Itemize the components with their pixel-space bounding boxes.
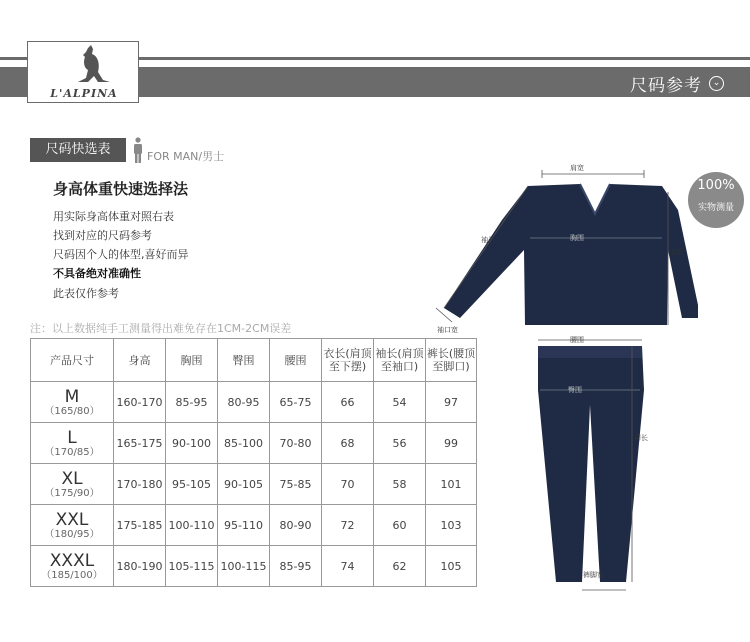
table-cell: 165-175 xyxy=(114,423,166,464)
table-cell: 160-170 xyxy=(114,382,166,423)
measurement-note: 注：以上数据纯手工测量得出难免存在1CM-2CM误差 xyxy=(30,322,292,335)
shirt-shape xyxy=(444,184,698,325)
label-shoulder-width: 肩宽 xyxy=(570,164,584,172)
guide-tip: 此表仅作参考 xyxy=(53,287,119,300)
table-cell: 101 xyxy=(426,464,477,505)
table-cell: 72 xyxy=(322,505,374,546)
label-garment-length: 衣长 xyxy=(670,248,684,256)
size-name: XXXL xyxy=(49,550,95,571)
guide-tip: 用实际身高体重对照右表 xyxy=(53,210,174,223)
table-cell: 175-185 xyxy=(114,505,166,546)
size-code: （165/80） xyxy=(44,405,100,417)
table-cell: 70 xyxy=(322,464,374,505)
header-title: 尺码参考 xyxy=(630,76,702,96)
table-cell: 170-180 xyxy=(114,464,166,505)
table-header-cell: 衣长(肩顶至下摆) xyxy=(322,339,374,382)
size-name: L xyxy=(67,427,77,448)
table-header-cell: 袖长(肩顶至袖口) xyxy=(374,339,426,382)
table-cell: 85-95 xyxy=(270,546,322,587)
kangaroo-logo-icon xyxy=(28,42,140,88)
label-hip: 臀围 xyxy=(568,386,582,394)
table-row xyxy=(31,505,477,546)
chevron-down-circle-icon[interactable]: ⌄ xyxy=(709,76,724,91)
table-cell: 60 xyxy=(374,505,426,546)
badge-text: 实物测量 xyxy=(697,203,734,213)
size-cell xyxy=(31,464,114,505)
size-name: XXL xyxy=(55,509,89,530)
table-cell: 99 xyxy=(426,423,477,464)
table-cell: 66 xyxy=(322,382,374,423)
size-table xyxy=(30,338,477,587)
table-row xyxy=(31,546,477,587)
table-cell: 54 xyxy=(374,382,426,423)
size-name: XL xyxy=(61,468,83,489)
table-cell: 85-100 xyxy=(218,423,270,464)
size-cell xyxy=(31,546,114,587)
table-cell: 105 xyxy=(426,546,477,587)
table-cell: 95-110 xyxy=(218,505,270,546)
size-cell xyxy=(31,505,114,546)
table-cell: 68 xyxy=(322,423,374,464)
size-cell xyxy=(31,382,114,423)
label-hem-width: 裤脚宽 xyxy=(583,571,604,579)
table-cell: 95-105 xyxy=(166,464,218,505)
table-cell: 100-115 xyxy=(218,546,270,587)
label-chest: 胸围 xyxy=(570,234,584,242)
table-header-cell: 裤长(腰顶至脚口) xyxy=(426,339,477,382)
for-man-label: FOR MAN/男士 xyxy=(147,150,225,163)
table-row xyxy=(31,382,477,423)
label-cuff-width: 袖口宽 xyxy=(437,326,458,334)
table-header-cell: 胸围 xyxy=(166,339,218,382)
table-header-cell: 身高 xyxy=(114,339,166,382)
table-cell: 85-95 xyxy=(166,382,218,423)
table-cell: 62 xyxy=(374,546,426,587)
size-code: （180/95） xyxy=(44,528,100,540)
table-cell: 90-100 xyxy=(166,423,218,464)
table-cell: 103 xyxy=(426,505,477,546)
guide-tip: 找到对应的尺码参考 xyxy=(53,229,152,242)
table-cell: 97 xyxy=(426,382,477,423)
table-cell: 100-110 xyxy=(166,505,218,546)
label-pant-length: 裤长 xyxy=(634,434,648,442)
badge-percent: 100% xyxy=(697,178,735,193)
table-cell: 75-85 xyxy=(270,464,322,505)
guide-tip: 不具备绝对准确性 xyxy=(53,267,141,280)
label-waist: 腰围 xyxy=(570,336,584,344)
size-quick-select-label: 尺码快选表 xyxy=(30,138,126,162)
table-cell: 105-115 xyxy=(166,546,218,587)
size-code: （175/90） xyxy=(44,487,100,499)
table-cell: 70-80 xyxy=(270,423,322,464)
size-code: （170/85） xyxy=(44,446,100,458)
table-cell: 90-105 xyxy=(218,464,270,505)
table-cell: 65-75 xyxy=(270,382,322,423)
brand-logo-text: L'ALPINA xyxy=(50,87,118,100)
table-cell: 58 xyxy=(374,464,426,505)
guide-title: 身高体重快速选择法 xyxy=(53,180,189,198)
table-header-cell: 腰围 xyxy=(270,339,322,382)
pants-shape xyxy=(538,346,644,582)
table-header-cell: 臀围 xyxy=(218,339,270,382)
actual-measure-badge xyxy=(688,172,744,228)
table-header-row xyxy=(31,339,477,382)
label-sleeve-length: 袖长 xyxy=(481,236,495,244)
table-cell: 80-90 xyxy=(270,505,322,546)
table-cell: 56 xyxy=(374,423,426,464)
brand-logo xyxy=(27,41,139,103)
size-code: （185/100） xyxy=(41,569,103,581)
size-name: M xyxy=(64,386,80,407)
table-row xyxy=(31,423,477,464)
table-cell: 80-95 xyxy=(218,382,270,423)
guide-tip: 尺码因个人的体型,喜好而异 xyxy=(53,248,189,261)
table-cell: 180-190 xyxy=(114,546,166,587)
size-cell xyxy=(31,423,114,464)
man-figure-icon xyxy=(132,137,144,163)
table-header-cell: 产品尺寸 xyxy=(31,339,114,382)
table-row xyxy=(31,464,477,505)
table-cell: 74 xyxy=(322,546,374,587)
